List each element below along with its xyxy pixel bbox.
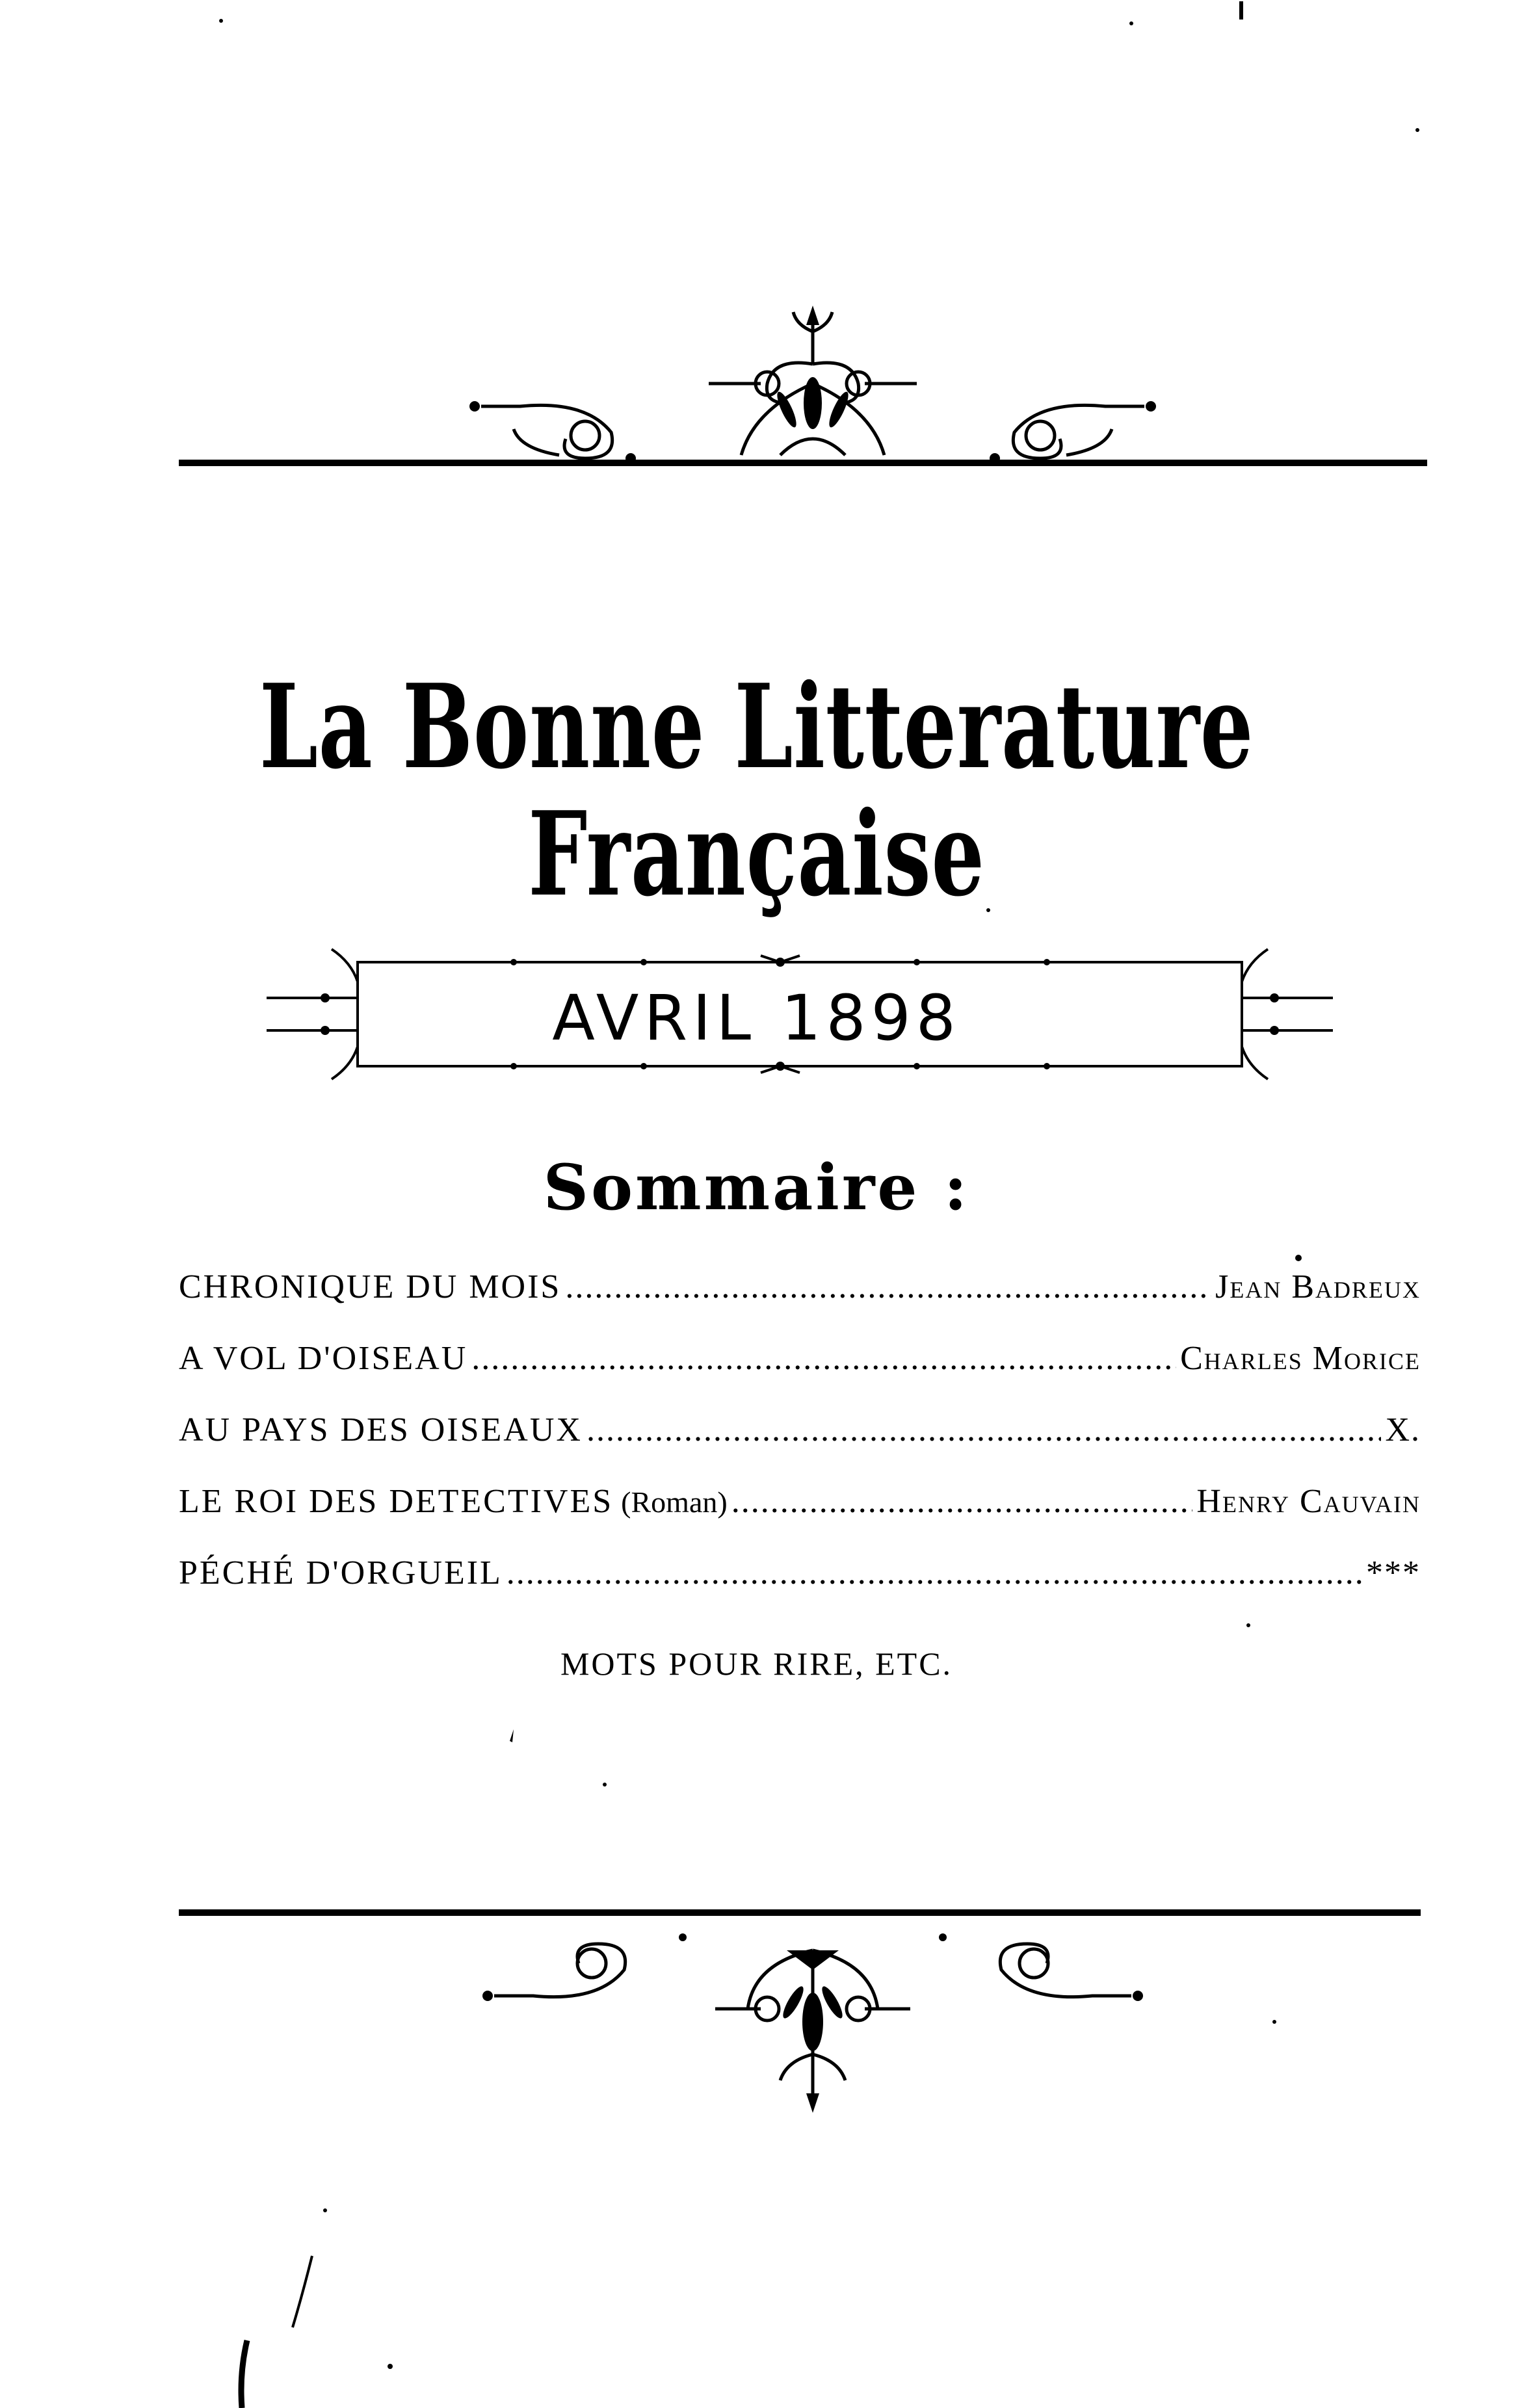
toc-entry-title: CHRONIQUE DU MOIS <box>179 1268 562 1305</box>
toc-entry-author: *** <box>1366 1554 1421 1591</box>
toc-entry-author: Jean Badreux <box>1215 1268 1421 1305</box>
toc-entry-author: Henry Cauvain <box>1196 1483 1421 1520</box>
issue-date: AVRIL 1898 <box>552 982 961 1054</box>
toc-footer: MOTS POUR RIRE, ETC. <box>560 1645 953 1682</box>
publication-title: La Bonne Litterature Française <box>259 659 1254 922</box>
toc-entry-title: PÉCHÉ D'ORGUEIL <box>179 1554 503 1591</box>
toc-entry-author: X. <box>1385 1411 1421 1448</box>
toc-entry-title: AU PAYS DES OISEAUX <box>179 1411 583 1448</box>
toc-entry-title: A VOL D'OISEAU <box>179 1340 468 1377</box>
toc-entry-title: LE ROI DES DETECTIVES <box>179 1483 614 1520</box>
toc-entry-note: (Roman) <box>621 1485 728 1519</box>
toc-entry-author: Charles Morice <box>1180 1340 1421 1377</box>
sommaire-heading: Sommaire : <box>543 1151 970 1224</box>
